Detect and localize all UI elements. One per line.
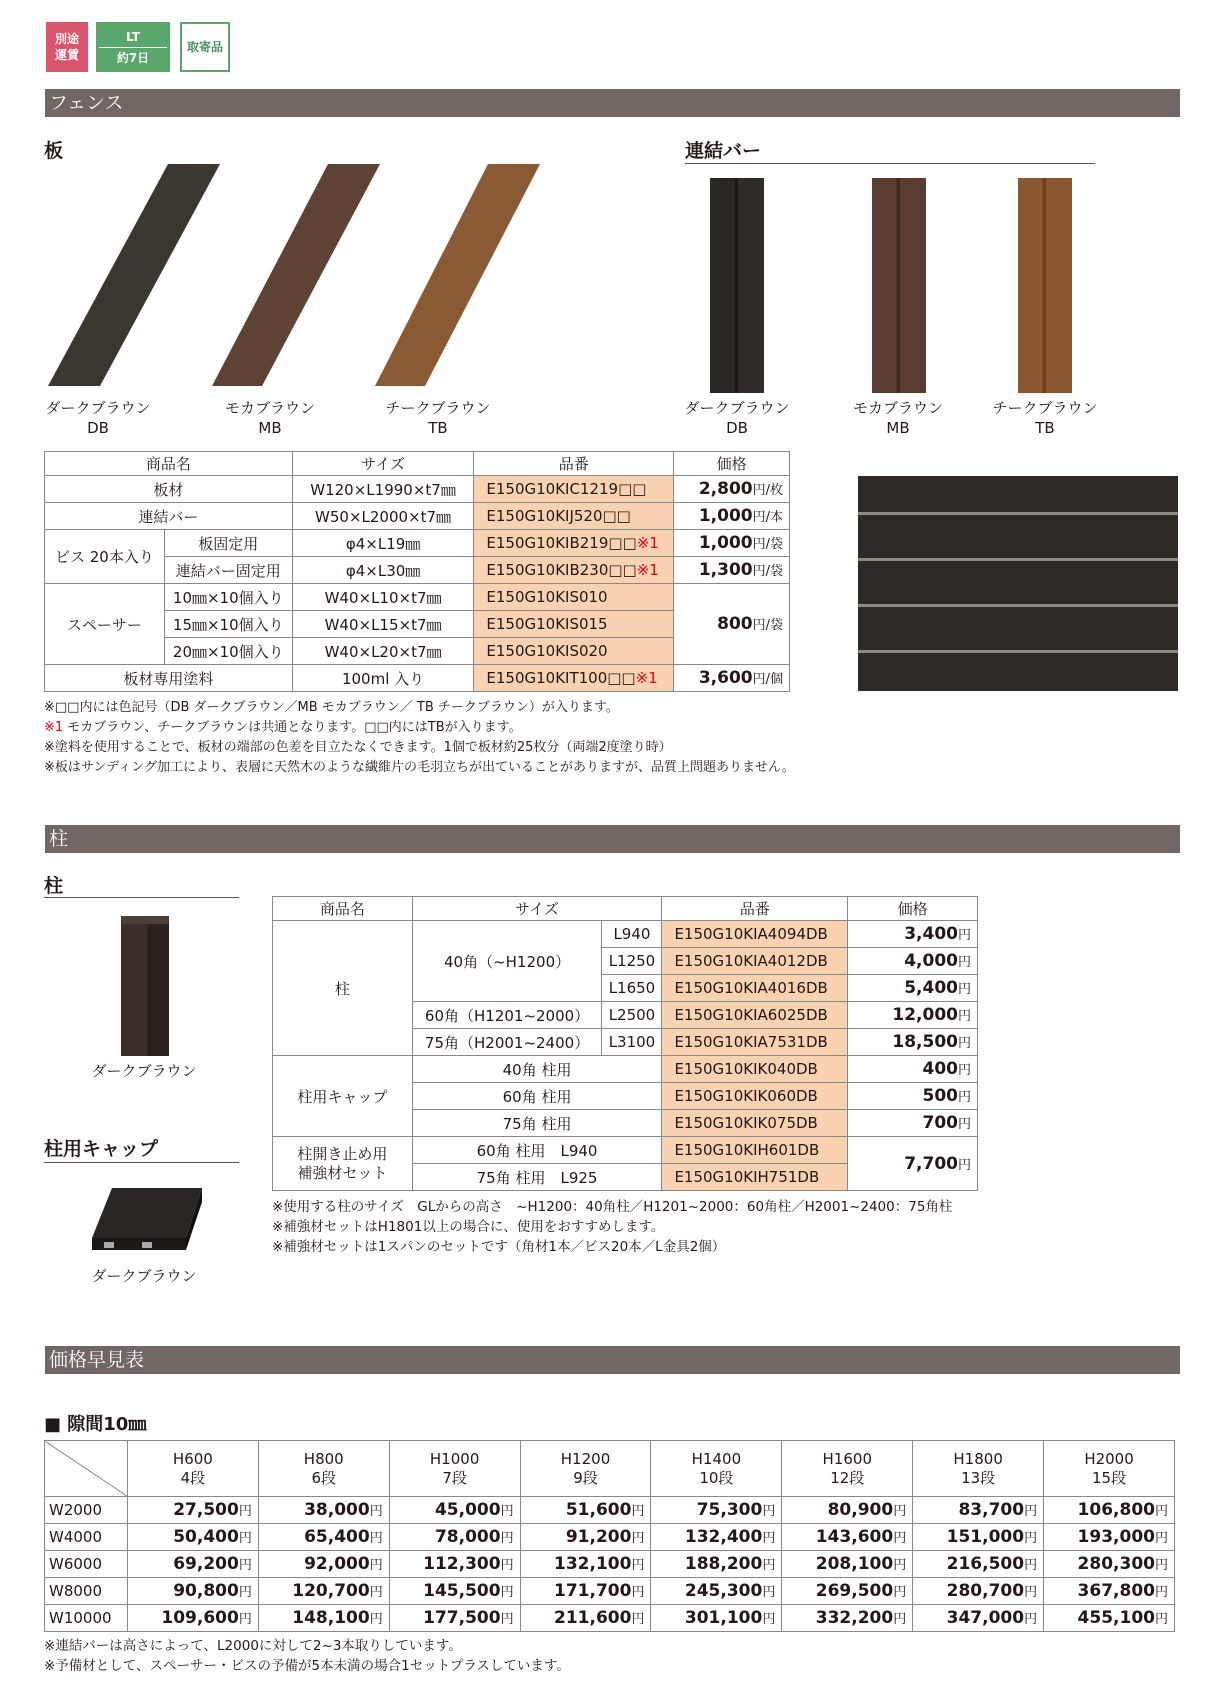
- board-color-mb: モカブラウン MB: [224, 399, 315, 437]
- board-color-db: ダークブラウン DB: [45, 399, 151, 437]
- table-row: [45, 1605, 1175, 1632]
- table-row: 75角（H2001~2400） L3100 E150G10KIA7531DB 18,500円: [273, 1029, 978, 1056]
- price-cell: 106,800円: [1044, 1497, 1175, 1524]
- table-row: ビス 20本入り 板固定用 φ4×L19㎜ E150G10KIB219□□※1 1,000円/袋: [45, 530, 790, 557]
- corner-cell: [45, 1441, 128, 1497]
- board-title: 板: [44, 140, 64, 162]
- post-color-label: ダークブラウン: [91, 1062, 197, 1080]
- price-cell: 75,300円: [651, 1497, 782, 1524]
- height-header: H1800 13段: [913, 1441, 1044, 1497]
- price-cell: 132,100円: [520, 1551, 651, 1578]
- bar-color-db: ダークブラウン DB: [684, 399, 790, 437]
- price-cell: 245,300円: [651, 1578, 782, 1605]
- cap-title: 柱用キャップ: [44, 1138, 159, 1160]
- price-cell: 80,900円: [782, 1497, 913, 1524]
- table-row: 柱用キャップ 40角 柱用 E150G10KIK040DB 400円: [273, 1056, 978, 1083]
- price-cell: 367,800円: [1044, 1578, 1175, 1605]
- table-row: 75角 柱用 L925 E150G10KIH751DB: [273, 1164, 978, 1191]
- table-row: 60角 柱用 E150G10KIK060DB 500円: [273, 1083, 978, 1110]
- bar-image-db: [710, 178, 764, 393]
- table-row: [45, 1551, 1175, 1578]
- bar-image-tb: [1018, 178, 1072, 393]
- post-product-table: [272, 896, 978, 1191]
- height-header: H1600 12段: [782, 1441, 913, 1497]
- table-row: 15㎜×10個入り W40×L15×t7㎜ E150G10KIS015: [45, 611, 790, 638]
- section-header-fence: フェンス: [45, 89, 1180, 117]
- board-images: [40, 160, 610, 400]
- table-row: 連結バー固定用 φ4×L30㎜ E150G10KIB230□□※1 1,300円/袋: [45, 557, 790, 584]
- table-row: [45, 1497, 1175, 1524]
- post-notes: ※使用する柱のサイズ GLからの高さ ~H1200：40角柱／H1201~2000：60角柱／H2001~2400：75角柱 ※補強材セットはH1801以上の場合に、使用をおすすめします。 ※補強材セットは1スパンのセットです（角材1本／ビス20本／L金具2個）: [272, 1199, 953, 1255]
- col-header-size: サイズ: [292, 452, 474, 476]
- price-cell: 91,200円: [520, 1524, 651, 1551]
- price-cell: 208,100円: [782, 1551, 913, 1578]
- price-quick-table: [44, 1440, 1175, 1632]
- height-header: H1200 9段: [520, 1441, 651, 1497]
- table-row: 連結バー W50×L2000×t7㎜ E150G10KIJ520□□ 1,000円/本: [45, 503, 790, 530]
- col-header-name: 商品名: [273, 897, 413, 921]
- width-label: W2000: [45, 1497, 128, 1524]
- price-cell: 151,000円: [913, 1524, 1044, 1551]
- table-row: [45, 1524, 1175, 1551]
- price-cell: 455,100円: [1044, 1605, 1175, 1632]
- price-cell: 45,000円: [389, 1497, 520, 1524]
- col-header-size: サイズ: [412, 897, 662, 921]
- col-header-code: 品番: [474, 452, 674, 476]
- fence-photo: [858, 476, 1178, 691]
- post-title-underline: [44, 897, 239, 898]
- bar-title: 連結バー: [685, 140, 762, 162]
- price-cell: 148,100円: [258, 1605, 389, 1632]
- col-header-price: 価格: [674, 452, 790, 476]
- lead-time-badge: LT 約7日: [96, 22, 170, 72]
- width-label: W4000: [45, 1524, 128, 1551]
- post-image: [121, 916, 169, 1056]
- price-notes: ※連結バーは高さによって、L2000に対して2~3本取りしています。 ※予備材として、スペーサー・ビスの予備が5本未満の場合1セットプラスしています。: [44, 1638, 570, 1674]
- price-cell: 145,500円: [389, 1578, 520, 1605]
- section-header-price-list: 価格早見表: [45, 1346, 1180, 1374]
- price-cell: 27,500円: [127, 1497, 258, 1524]
- col-header-code: 品番: [662, 897, 848, 921]
- order-item-badge: 取寄品: [180, 22, 230, 72]
- price-cell: 120,700円: [258, 1578, 389, 1605]
- section-header-post: 柱: [45, 825, 1180, 853]
- price-cell: 171,700円: [520, 1578, 651, 1605]
- price-cell: 211,600円: [520, 1605, 651, 1632]
- post-title: 柱: [44, 875, 64, 897]
- gap-subtitle: ■ 隙間10㎜: [44, 1414, 147, 1435]
- table-row: 20㎜×10個入り W40×L20×t7㎜ E150G10KIS020: [45, 638, 790, 665]
- board-image-db: [48, 164, 220, 386]
- cap-color-label: ダークブラウン: [91, 1267, 197, 1285]
- board-image-mb: [212, 164, 380, 386]
- height-header: H2000 15段: [1044, 1441, 1175, 1497]
- price-cell: 301,100円: [651, 1605, 782, 1632]
- price-cell: 269,500円: [782, 1578, 913, 1605]
- table-row: L1250 E150G10KIA4012DB 4,000円: [273, 948, 978, 975]
- price-cell: 65,400円: [258, 1524, 389, 1551]
- price-cell: 69,200円: [127, 1551, 258, 1578]
- col-header-price: 価格: [848, 897, 978, 921]
- price-cell: 109,600円: [127, 1605, 258, 1632]
- table-row: [45, 1578, 1175, 1605]
- price-cell: 280,300円: [1044, 1551, 1175, 1578]
- col-header-name: 商品名: [45, 452, 293, 476]
- price-cell: 280,700円: [913, 1578, 1044, 1605]
- price-cell: 177,500円: [389, 1605, 520, 1632]
- width-label: W10000: [45, 1605, 128, 1632]
- price-cell: 51,600円: [520, 1497, 651, 1524]
- table-row: スペーサー 10㎜×10個入り W40×L10×t7㎜ E150G10KIS010 800円/袋: [45, 584, 790, 611]
- table-row: 75角 柱用 E150G10KIK075DB 700円: [273, 1110, 978, 1137]
- bar-title-underline: [685, 163, 1095, 164]
- price-cell: 216,500円: [913, 1551, 1044, 1578]
- table-row: 柱開き止め用 補強材セット 60角 柱用 L940 E150G10KIH601DB 7,700円: [273, 1137, 978, 1164]
- price-cell: 132,400円: [651, 1524, 782, 1551]
- price-cell: 188,200円: [651, 1551, 782, 1578]
- table-row: 60角（H1201~2000） L2500 E150G10KIA6025DB 12,000円: [273, 1002, 978, 1029]
- price-cell: 347,000円: [913, 1605, 1044, 1632]
- fence-product-table: [44, 451, 790, 692]
- board-color-tb: チークブラウン TB: [385, 399, 491, 437]
- height-header: H1000 7段: [389, 1441, 520, 1497]
- height-header: H600 4段: [127, 1441, 258, 1497]
- cap-image: [82, 1180, 212, 1260]
- price-cell: 92,000円: [258, 1551, 389, 1578]
- price-cell: 78,000円: [389, 1524, 520, 1551]
- bar-color-mb: モカブラウン MB: [852, 399, 943, 437]
- height-header: H800 6段: [258, 1441, 389, 1497]
- table-row: L1650 E150G10KIA4016DB 5,400円: [273, 975, 978, 1002]
- width-label: W8000: [45, 1578, 128, 1605]
- price-cell: 83,700円: [913, 1497, 1044, 1524]
- price-cell: 332,200円: [782, 1605, 913, 1632]
- bar-color-tb: チークブラウン TB: [992, 399, 1098, 437]
- cap-title-underline: [44, 1162, 239, 1163]
- table-row: 板材専用塗料 100ml 入り E150G10KIT100□□※1 3,600円/個: [45, 665, 790, 692]
- table-row: 板材 W120×L1990×t7㎜ E150G10KIC1219□□ 2,800円/枚: [45, 476, 790, 503]
- table-row: 柱 40角（~H1200） L940 E150G10KIA4094DB 3,400円: [273, 921, 978, 948]
- separate-freight-badge: 別途 運賃: [46, 22, 88, 72]
- price-cell: 38,000円: [258, 1497, 389, 1524]
- price-cell: 112,300円: [389, 1551, 520, 1578]
- price-cell: 143,600円: [782, 1524, 913, 1551]
- board-image-tb: [375, 164, 540, 386]
- fence-notes: ※□□内には色記号（DB ダークブラウン／MB モカブラウン／ TB チークブラウン）が入ります。 ※1 モカブラウン、チークブラウンは共通となります。□□内にはTBが入ります。 ※塗料を使用することで、板材の端部の色差を目立たなくできます。1個で板材約25枚分（両端2度塗り時） ※板はサンディング加工により、表層に天然木のような繊維片の毛羽立ちが出ていることがありますが、品質上問題ありません。: [44, 700, 795, 775]
- bar-image-mb: [872, 178, 926, 393]
- price-cell: 193,000円: [1044, 1524, 1175, 1551]
- height-header: H1400 10段: [651, 1441, 782, 1497]
- price-cell: 50,400円: [127, 1524, 258, 1551]
- price-cell: 90,800円: [127, 1578, 258, 1605]
- width-label: W6000: [45, 1551, 128, 1578]
